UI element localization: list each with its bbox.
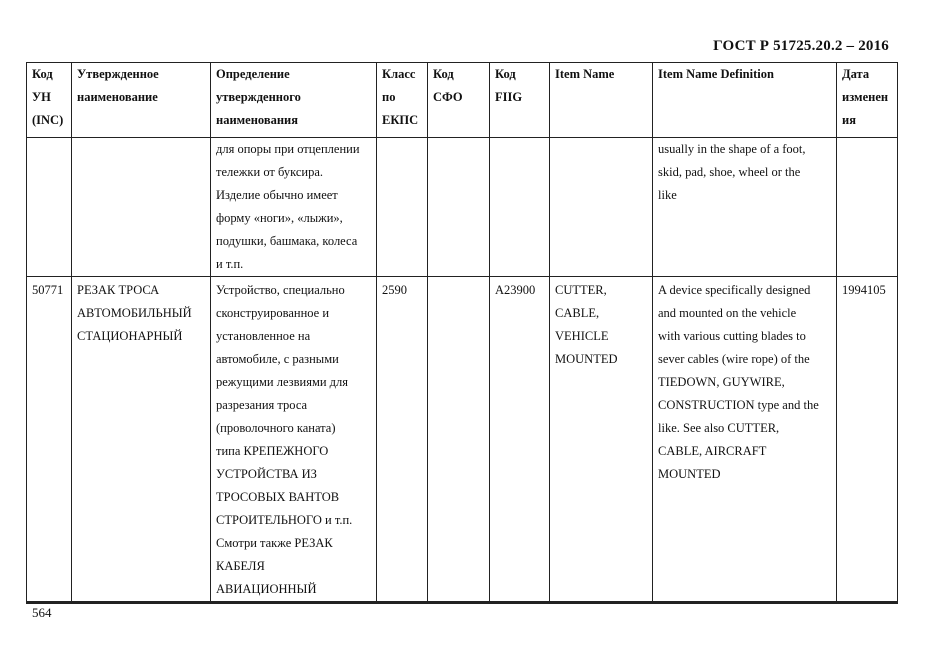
cell-code-un: 50771 bbox=[27, 277, 72, 603]
cell-item-name: CUTTER, CABLE, VEHICLE MOUNTED bbox=[550, 277, 653, 603]
col-header-date-changed: Дата изменен ия bbox=[837, 63, 898, 138]
cell-item-name bbox=[550, 138, 653, 277]
table-row bbox=[27, 277, 898, 603]
table-row bbox=[27, 138, 898, 277]
catalog-table bbox=[26, 62, 898, 604]
page-number: 564 bbox=[32, 605, 52, 620]
cell-code-sfo bbox=[428, 138, 490, 277]
table-header-row bbox=[27, 63, 898, 138]
col-header-approved-name: Утвержденное наименование bbox=[72, 63, 211, 138]
col-header-code-fiig: Код FIIG bbox=[490, 63, 550, 138]
col-header-code-un: Код УН (INC) bbox=[27, 63, 72, 138]
cell-class-ekps: 2590 bbox=[377, 277, 428, 603]
cell-code-un bbox=[27, 138, 72, 277]
col-header-item-name-definition: Item Name Definition bbox=[653, 63, 837, 138]
cell-item-name-definition: usually in the shape of a foot, skid, pad, shoe, wheel or the like bbox=[653, 138, 837, 277]
cell-code-sfo bbox=[428, 277, 490, 603]
cell-class-ekps bbox=[377, 138, 428, 277]
cell-date-changed: 1994105 bbox=[837, 277, 898, 603]
document-header: ГОСТ Р 51725.20.2 – 2016 bbox=[713, 38, 889, 54]
cell-definition: Устройство, специально сконструированное и установленное на автомобиле, с разными режущими лезвиями для разрезания троса (проволочного каната) типа КРЕПЕЖНОГО УСТРОЙСТВА ИЗ ТРОСОВЫХ ВАНТОВ СТРОИТЕЛЬНОГО и т.п. Смотри также РЕЗАК КАБЕЛЯ АВИАЦИОННЫЙ bbox=[211, 277, 377, 603]
cell-approved-name: РЕЗАК ТРОСА АВТОМОБИЛЬНЫЙ СТАЦИОНАРНЫЙ bbox=[72, 277, 211, 603]
col-header-item-name: Item Name bbox=[550, 63, 653, 138]
cell-date-changed bbox=[837, 138, 898, 277]
cell-definition: для опоры при отцеплении тележки от буксира. Изделие обычно имеет форму «ноги», «лыжи», подушки, башмака, колеса и т.п. bbox=[211, 138, 377, 277]
col-header-class-ekps: Класс по ЕКПС bbox=[377, 63, 428, 138]
col-header-definition: Определение утвержденного наименования bbox=[211, 63, 377, 138]
cell-item-name-definition: A device specifically designed and mounted on the vehicle with various cutting blades to sever cables (wire rope) of the TIEDOWN, GUYWIRE, CONSTRUCTION type and the like. See also CUTTER, CABLE, AIRCRAFT MOUNTED bbox=[653, 277, 837, 603]
cell-code-fiig: A23900 bbox=[490, 277, 550, 603]
cell-approved-name bbox=[72, 138, 211, 277]
cell-code-fiig bbox=[490, 138, 550, 277]
col-header-code-sfo: Код СФО bbox=[428, 63, 490, 138]
